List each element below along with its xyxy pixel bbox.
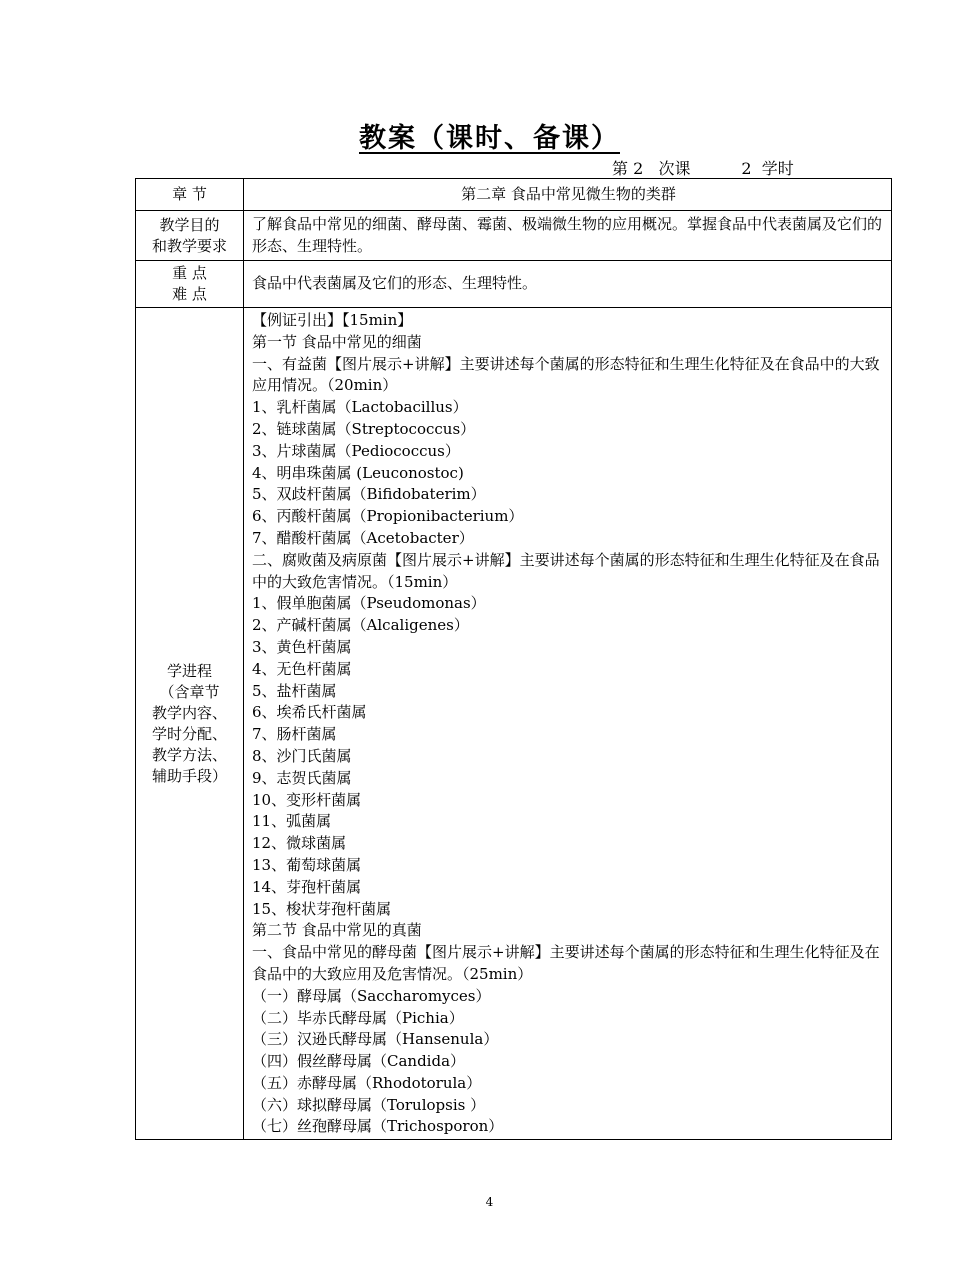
process-line: 9、志贺氏菌属 [252, 768, 352, 787]
key-label-line: 重 点 [172, 264, 207, 282]
goal-label [136, 211, 244, 261]
process-line: 14、芽孢杆菌属 [252, 877, 362, 896]
lesson-info: 第 2 次课 2 学时 [612, 159, 794, 178]
process-label-line: 学进程 [166, 661, 212, 680]
process-line: （四）假丝酵母属（Candida） [252, 1052, 466, 1071]
process-line: 4、明串珠菌属 (Leuconostoc) [252, 463, 464, 482]
process-line: 13、葡萄球菌属 [252, 855, 362, 874]
process-line: 4、无色杆菌属 [252, 659, 352, 678]
process-line: （六）球拟酵母属（Torulopsis ） [252, 1095, 486, 1114]
process-line: 第二节 食品中常见的真菌 [252, 921, 422, 940]
process-line: 5、双歧杆菌属（Bifidobaterim） [252, 485, 486, 504]
process-line: 3、黄色杆菌属 [252, 637, 352, 656]
process-label-line: 学时分配、 [151, 724, 227, 743]
process-line: （三）汉逊氏酵母属（Hansenula） [252, 1030, 499, 1049]
process-line: 1、假单胞菌属（Pseudomonas） [252, 594, 486, 613]
process-line: （一）酵母属（Saccharomyces） [252, 986, 491, 1005]
process-line: （五）赤酵母属（Rhodotorula） [252, 1073, 482, 1092]
process-content [244, 308, 892, 1140]
process-line: 5、盐杆菌属 [252, 681, 337, 700]
process-line: 11、弧菌属 [252, 812, 332, 831]
process-label-line: 教学内容、 [151, 703, 227, 722]
process-line: 7、醋酸杆菌属（Acetobacter） [252, 528, 474, 547]
process-label-line: 教学方法、 [151, 745, 227, 764]
process-line: 【例证引出】【15min】 [252, 311, 413, 329]
page-title: 教案（课时、备课） [359, 123, 620, 154]
chapter-label: 章 节 [136, 179, 244, 211]
goal-row [136, 211, 892, 261]
key-label [136, 261, 244, 308]
key-value: 食品中代表菌属及它们的形态、生理特性。 [244, 261, 892, 308]
process-line: （七）丝孢酵母属（Trichosporon） [252, 1117, 504, 1136]
process-row [136, 308, 892, 1140]
goal-label-line: 教学目的 [159, 215, 220, 234]
process-line: 一、有益菌【图片展示+讲解】主要讲述每个菌属的形态特征和生理生化特征及在食品中的大致应用情况。（20min） [252, 354, 880, 395]
process-line: 二、腐败菌及病原菌【图片展示+讲解】主要讲述每个菌属的形态特征和生理生化特征及在食品中的大致危害情况。（15min） [252, 550, 880, 591]
process-label-line: （含章节 [159, 682, 220, 701]
process-line: 6、埃希氏杆菌属 [252, 703, 367, 722]
process-line: 15、梭状芽孢杆菌属 [252, 899, 392, 918]
process-line: 12、微球菌属 [252, 834, 347, 853]
key-label-line: 难 点 [172, 285, 207, 303]
process-line: 8、沙门氏菌属 [252, 746, 352, 765]
page-number: 4 [485, 1195, 494, 1209]
process-line: 2、链球菌属（Streptococcus） [252, 419, 476, 438]
chapter-value: 第二章 食品中常见微生物的类群 [244, 179, 892, 211]
process-label [136, 308, 244, 1140]
process-line: 2、产碱杆菌属（Alcaligenes） [252, 616, 469, 635]
process-line: 10、变形杆菌属 [252, 790, 362, 809]
process-line: 第一节 食品中常见的细菌 [252, 332, 422, 351]
lesson-plan-table [135, 178, 892, 1140]
key-row [136, 261, 892, 308]
process-line: 7、肠杆菌属 [252, 725, 337, 744]
process-line: 3、片球菌属（Pediococcus） [252, 441, 460, 460]
process-line: （二）毕赤氏酵母属（Pichia） [252, 1008, 464, 1027]
process-line: 6、丙酸杆菌属（Propionibacterium） [252, 507, 524, 526]
process-line: 1、乳杆菌属（Lactobacillus） [252, 398, 468, 417]
process-line: 一、食品中常见的酵母菌【图片展示+讲解】主要讲述每个菌属的形态特征和生理生化特征及在食品中的大致应用及危害情况。（25min） [252, 943, 880, 983]
chapter-row [136, 179, 892, 211]
process-label-line: 辅助手段） [151, 766, 227, 785]
goal-value: 了解食品中常见的细菌、酵母菌、霉菌、极端微生物的应用概况。掌握食品中代表菌属及它们的形态、生理特性。 [244, 211, 892, 261]
goal-label-line: 和教学要求 [151, 236, 227, 255]
